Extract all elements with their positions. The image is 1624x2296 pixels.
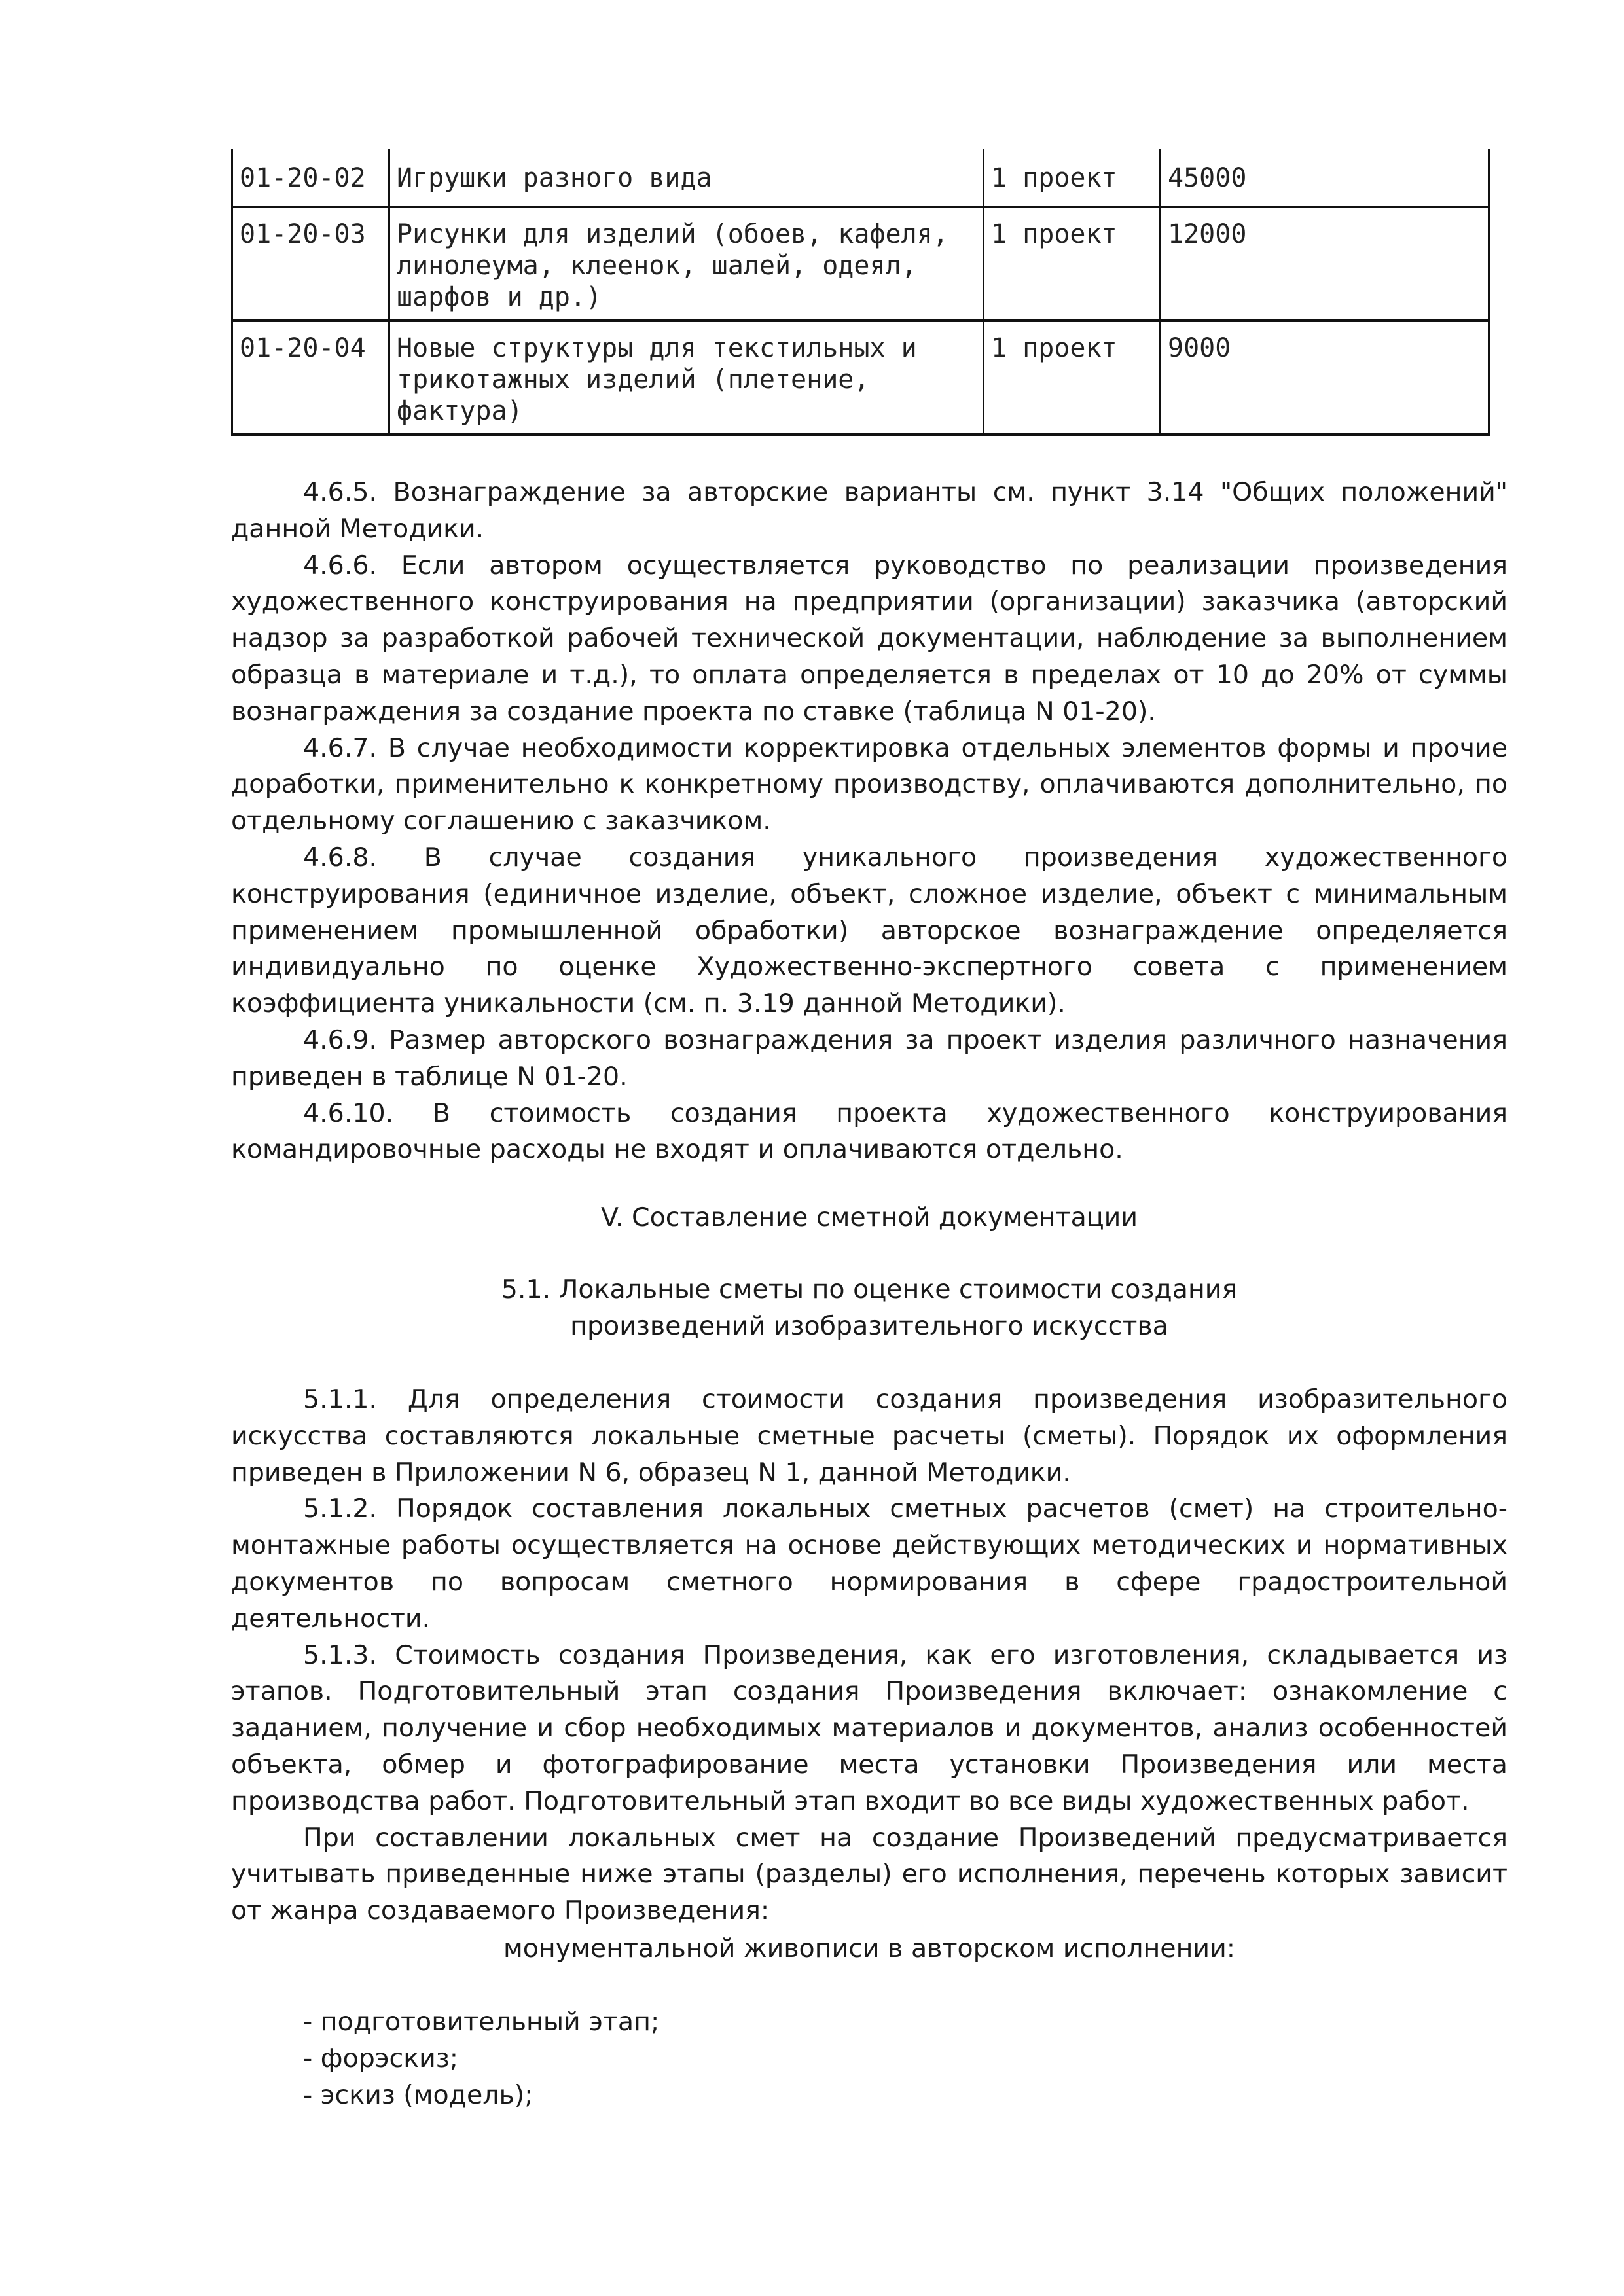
- paragraph-4-6-6: 4.6.6. Если автором осуществляется руководство по реализации произведения художественного конструирования на предприятии (организации) заказчика (авторский надзор за разработкой рабочей технической документации, наблюдение за выполнением образца в материале и т.д.), то оплата определяется в пределах от 10 до 20% от суммы вознаграждения за создание проекта по ставке (таблица N 01-20).: [231, 550, 1507, 726]
- table-cell-name: Рисунки для изделий (обоев, кафеля, линолеума, клеенок, шалей, одеял, шарфов и др.): [389, 207, 984, 321]
- table-cell-name: Новые структуры для текстильных и трикотажных изделий (плетение, фактура): [389, 321, 984, 435]
- table-row: [232, 149, 1489, 207]
- table-row: [232, 207, 1489, 321]
- table-cell-code: 01-20-04: [232, 321, 389, 435]
- table-cell-code: 01-20-02: [232, 149, 389, 207]
- paragraph-4-6-8: 4.6.8. В случае создания уникального произведения художественного конструирования (единичное изделие, объект, сложное изделие, объект с минимальным применением промышленной обработки) авторское вознаграждение определяется индивидуально по оценке Художественно-экспертного совета с применением коэффициента уникальности (см. п. 3.19 данной Методики).: [231, 842, 1507, 1019]
- paragraph-stages-intro: При составлении локальных смет на создание Произведений предусматривается учитывать приведенные ниже этапы (разделы) его исполнения, перечень которых зависит от жанра создаваемого Произведения:: [231, 1822, 1507, 1926]
- paragraph-5-1-2: 5.1.2. Порядок составления локальных сметных расчетов (смет) на строительно-монтажные работы осуществляется на основе действующих методических и нормативных документов по вопросам сметного нормирования в сфере градостроительной деятельности.: [231, 1494, 1507, 1634]
- table-cell-price: 12000: [1161, 207, 1489, 321]
- paragraph-4-6-9: 4.6.9. Размер авторского вознаграждения за проект изделия различного назначения приведен в таблице N 01-20.: [231, 1024, 1507, 1092]
- list-item: - эскиз (модель);: [303, 2079, 533, 2110]
- paragraph-block-4-6: [231, 475, 1507, 1168]
- paragraph-5-1-3: 5.1.3. Стоимость создания Произведения, как его изготовления, складывается из этапов. Подготовительный этап создания Произведения включает: ознакомление с заданием, получение и сбор необходимых материалов и документов, анализ особенностей объекта, обмер и фотографирование места установки Произведения или места производства работ. Подготовительный этап входит во все виды художественных работ.: [231, 1640, 1507, 1816]
- table-cell-price: 45000: [1161, 149, 1489, 207]
- rates-table: [231, 149, 1490, 436]
- subsection-title-line-2: произведений изобразительного искусства: [570, 1310, 1168, 1341]
- genre-heading: монументальной живописи в авторском исполнении:: [503, 1933, 1236, 1964]
- paragraph-4-6-10: 4.6.10. В стоимость создания проекта художественного конструирования командировочные расходы не входят и оплачиваются отдельно.: [231, 1098, 1507, 1165]
- table-cell-price: 9000: [1161, 321, 1489, 435]
- list-item: - подготовительный этап;: [303, 2007, 660, 2037]
- paragraph-5-1-1: 5.1.1. Для определения стоимости создания произведения изобразительного искусства составляются локальные сметные расчеты (сметы). Порядок их оформления приведен в Приложении N 6, образец N 1, данной Методики.: [231, 1384, 1507, 1488]
- subsection-title-line-1: 5.1. Локальные сметы по оценке стоимости создания: [501, 1274, 1238, 1304]
- section-title: V. Составление сметной документации: [600, 1202, 1138, 1232]
- table-cell-name: Игрушки разного вида: [389, 149, 984, 207]
- table-cell-unit: 1 проект: [984, 149, 1161, 207]
- table-cell-unit: 1 проект: [984, 207, 1161, 321]
- paragraph-4-6-7: 4.6.7. В случае необходимости корректировка отдельных элементов формы и прочие доработки, применительно к конкретному производству, оплачиваются дополнительно, по отдельному соглашению с заказчиком.: [231, 732, 1507, 836]
- table-row: [232, 321, 1489, 435]
- list-item: - форэскиз;: [303, 2043, 459, 2073]
- table-cell-code: 01-20-03: [232, 207, 389, 321]
- paragraph-4-6-5: 4.6.5. Вознаграждение за авторские варианты см. пункт 3.14 "Общих положений" данной Методики.: [231, 477, 1507, 544]
- stages-list: [303, 2004, 659, 2113]
- paragraph-block-5-1: [231, 1382, 1507, 1929]
- table-cell-unit: 1 проект: [984, 321, 1161, 435]
- subsection-title: [231, 1272, 1507, 1345]
